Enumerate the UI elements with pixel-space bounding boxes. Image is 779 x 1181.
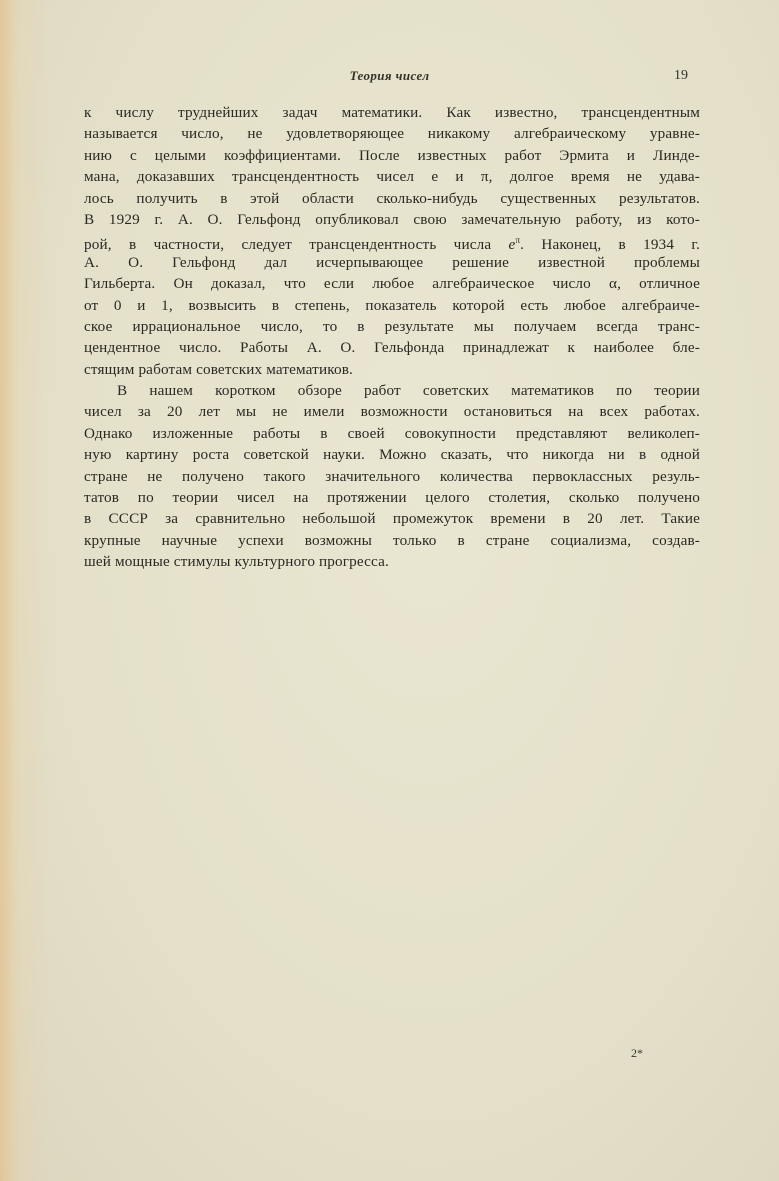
signature-mark: 2* xyxy=(631,1046,643,1060)
text-line: от 0 и 1, возвысить в степень, показатель которой есть любое алгебраиче- xyxy=(84,296,700,314)
text-line: А. О. Гельфонд дал исчерпывающее решение известной проблемы xyxy=(84,253,700,271)
text-line: называется число, не удовлетворяющее никакому алгебраическому уравне- xyxy=(84,125,700,143)
text-line: Однако изложенные работы в своей совокупности представляют великолеп- xyxy=(84,424,700,442)
text-line: В 1929 г. А. О. Гельфонд опубликовал свою замечательную работу, из кото- xyxy=(84,210,700,228)
text-line: лось получить в этой области сколько-нибудь существенных результатов. xyxy=(84,189,700,207)
text-line: татов по теории чисел на протяжении целого столетия, сколько получено xyxy=(84,489,700,507)
text-line: нию с целыми коэффициентами. После известных работ Эрмита и Линде- xyxy=(84,146,700,164)
body-text xyxy=(84,102,700,573)
text-line: цендентное число. Работы А. О. Гельфонда принадлежат к наиболее бле- xyxy=(84,339,700,357)
text-line: рой, в частности, следует трансцендентность числа $e^\pi$. Наконец, в 1934 г. xyxy=(84,235,700,254)
text-line: к числу труднейших задач математики. Как известно, трансцендентным xyxy=(84,104,700,121)
text-line: стране не получено такого значительного количества первоклассных резуль- xyxy=(84,467,700,485)
text-line: Гильберта. Он доказал, что если любое алгебраическое число α, отличное xyxy=(84,275,700,293)
text-line: чисел за 20 лет мы не имели возможности остановиться на всех работах. xyxy=(84,403,700,421)
running-title: Теория чисел xyxy=(349,68,430,83)
text-line: В нашем коротком обзоре работ советских математиков по теории xyxy=(117,382,700,400)
text-line: мана, доказавших трансцендентность чисел e и π, долгое время не удава- xyxy=(84,168,700,186)
running-head xyxy=(0,68,779,88)
spine-shadow xyxy=(0,0,14,1181)
text-line: шей мощные стимулы культурного прогресса. xyxy=(84,553,389,571)
page-number: 19 xyxy=(674,68,688,83)
text-line: в СССР за сравнительно небольшой промежуток времени в 20 лет. Такие xyxy=(84,510,700,528)
text-line: ную картину роста советской науки. Можно сказать, что никогда ни в одной xyxy=(84,446,700,464)
text-line: крупные научные успехи возможны только в стране социализма, создав- xyxy=(84,531,700,549)
text-line: ское иррациональное число, то в результате мы получаем всегда транс- xyxy=(84,317,700,335)
text-line: стящим работам советских математиков. xyxy=(84,360,354,378)
